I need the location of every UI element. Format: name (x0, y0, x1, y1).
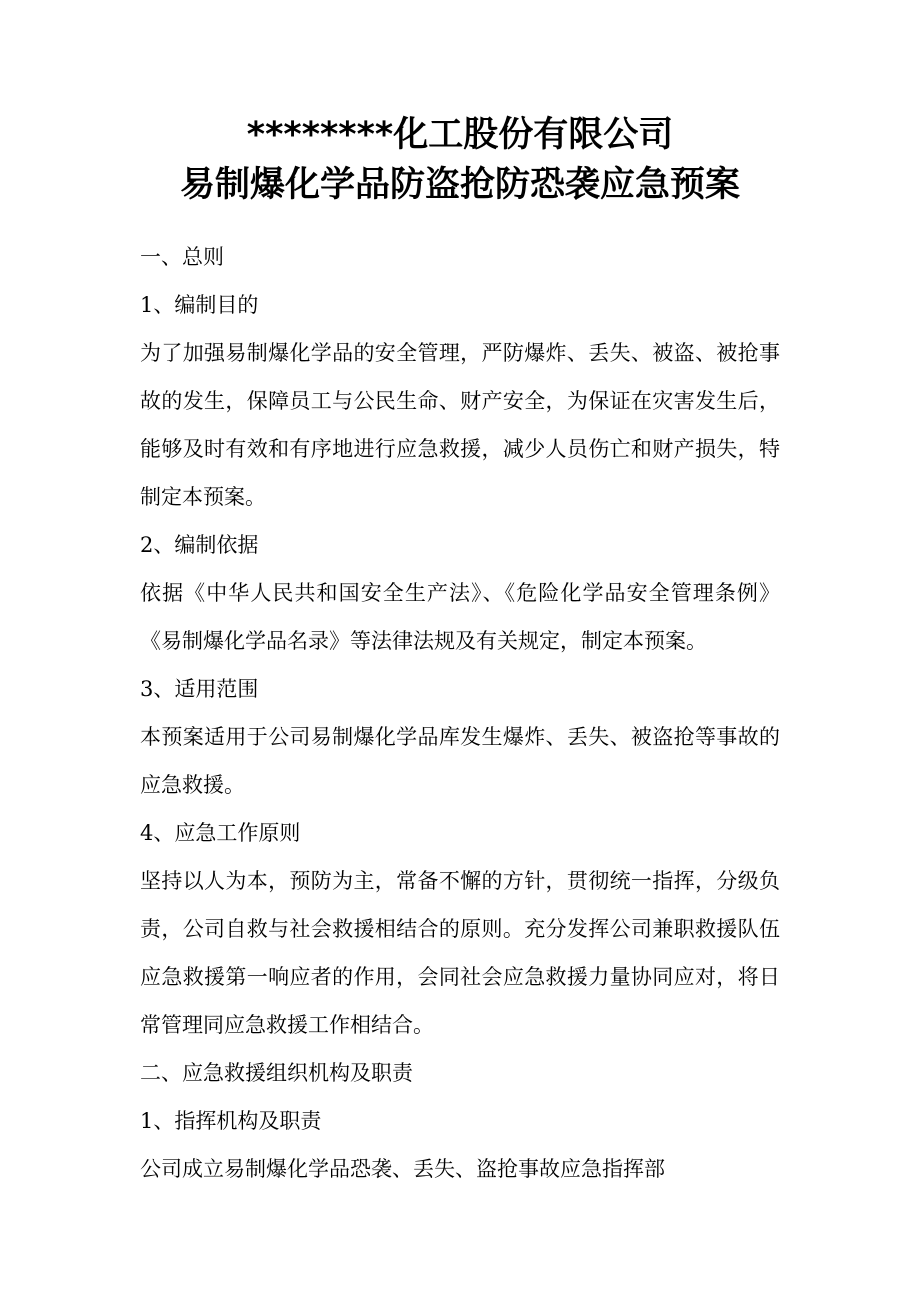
document-title-company: ********化工股份有限公司 (246, 115, 674, 155)
paragraph-line: 常管理同应急救援工作相结合。 (140, 1013, 434, 1037)
paragraph-line: 能够及时有效和有序地进行应急救援，减少人员伤亡和财产损失，特 (140, 437, 780, 461)
subheading-principles: 4、应急工作原则 (140, 821, 301, 845)
paragraph-line: 应急救援。 (140, 773, 245, 797)
paragraph-line: 制定本预案。 (140, 485, 266, 509)
paragraph-line: 责，公司自救与社会救援相结合的原则。充分发挥公司兼职救援队伍 (140, 917, 780, 941)
section-heading-general: 一、总则 (140, 245, 224, 269)
section-heading-organization: 二、应急救援组织机构及职责 (140, 1061, 413, 1085)
paragraph-line: 《易制爆化学品名录》等法律法规及有关规定，制定本预案。 (140, 629, 707, 653)
paragraph-line: 公司成立易制爆化学品恐袭、丢失、盗抢事故应急指挥部 (140, 1157, 665, 1181)
subheading-command: 1、指挥机构及职责 (140, 1109, 322, 1133)
paragraph-line: 坚持以人为本，预防为主，常备不懈的方针，贯彻统一指挥，分级负 (140, 869, 780, 893)
subheading-scope: 3、适用范围 (140, 677, 259, 701)
paragraph-line: 本预案适用于公司易制爆化学品库发生爆炸、丢失、被盗抢等事故的 (140, 725, 780, 749)
paragraph-line: 故的发生，保障员工与公民生命、财产安全，为保证在灾害发生后， (140, 389, 780, 413)
subheading-basis: 2、编制依据 (140, 533, 259, 557)
document-body (140, 233, 780, 1193)
document-title-plan: 易制爆化学品防盗抢防恐袭应急预案 (179, 165, 740, 205)
subheading-purpose: 1、编制目的 (140, 293, 259, 317)
paragraph-line: 为了加强易制爆化学品的安全管理，严防爆炸、丢失、被盗、被抢事 (140, 341, 780, 365)
paragraph-line: 应急救援第一响应者的作用，会同社会应急救援力量协同应对，将日 (140, 965, 780, 989)
paragraph-line: 依据《中华人民共和国安全生产法》、《危险化学品安全管理条例》 (140, 581, 780, 605)
